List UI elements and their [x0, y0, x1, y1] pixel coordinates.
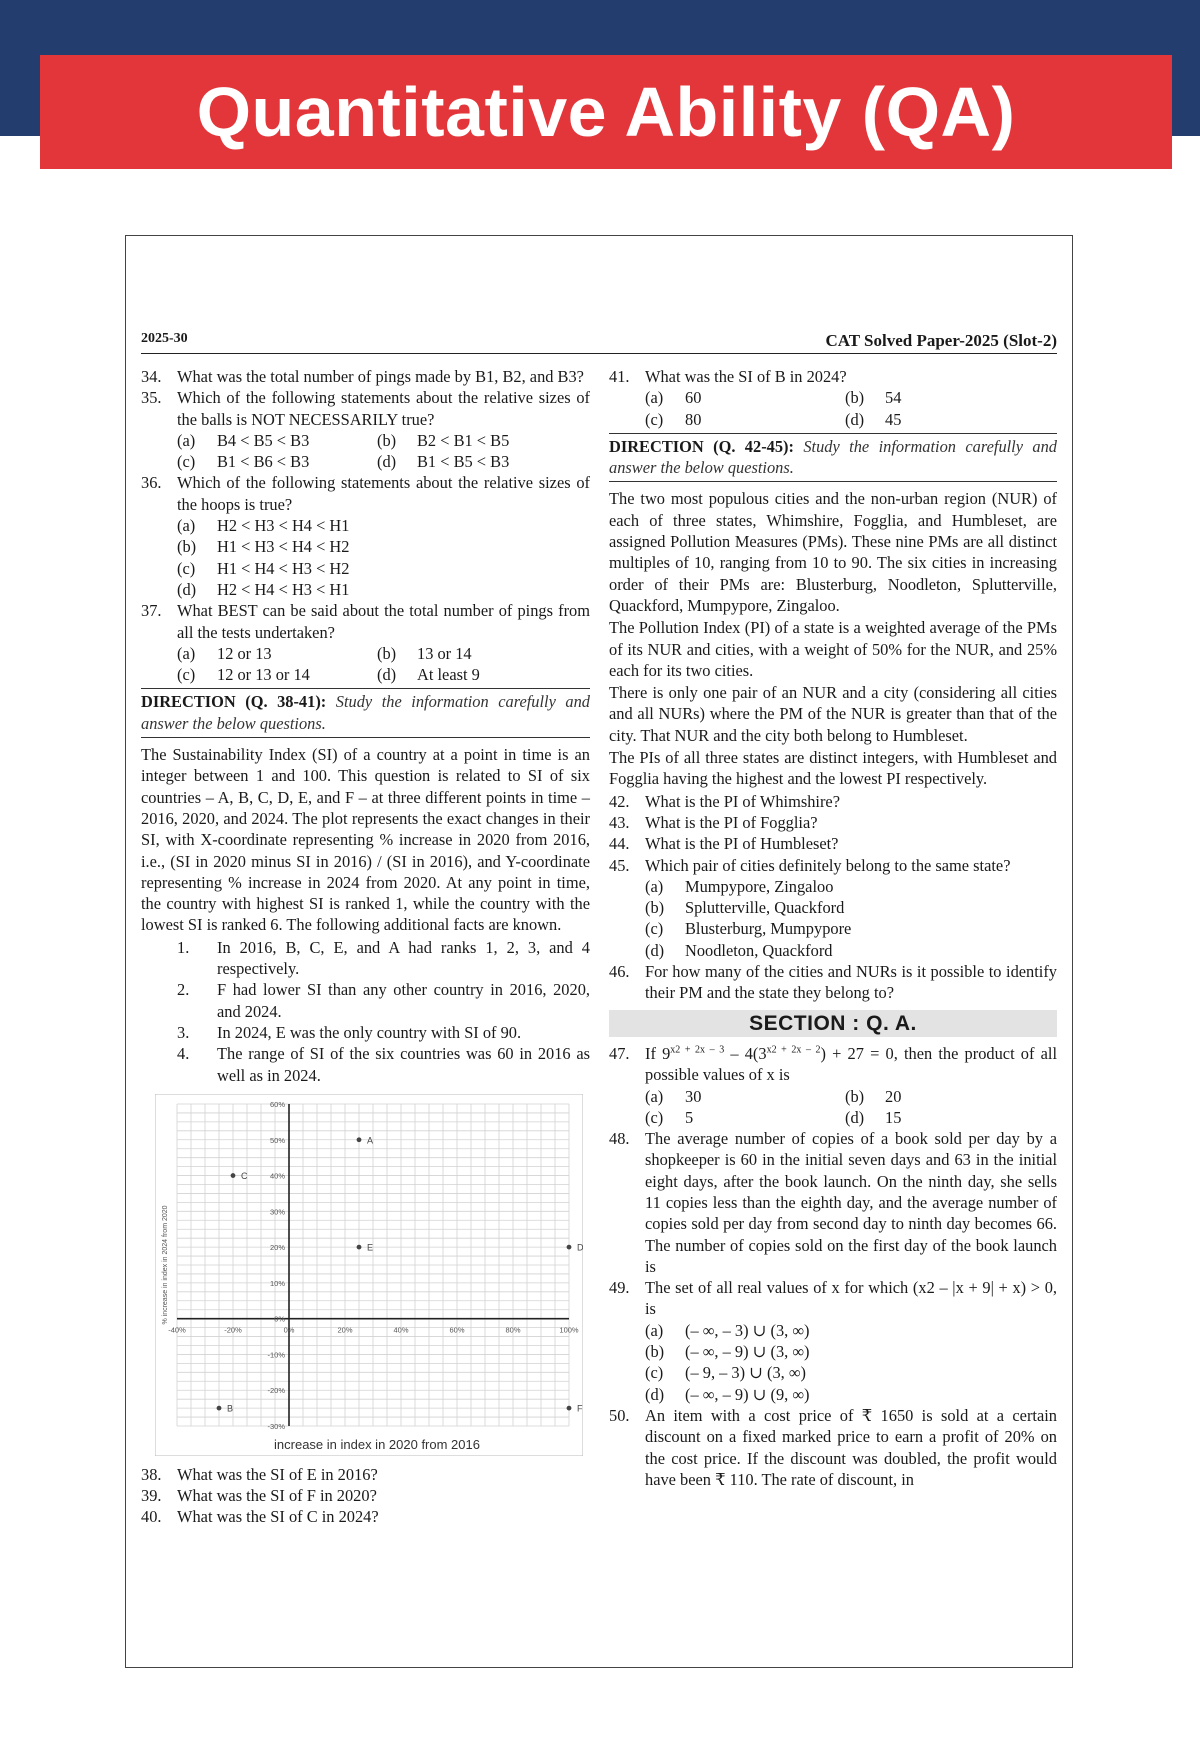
- fact-item: 4. The range of SI of the six countries was 60 in 2016 as well as in 2024.: [177, 1044, 590, 1085]
- x-tick-label: 100%: [559, 1325, 579, 1335]
- option: (d) Noodleton, Quackford: [645, 940, 833, 960]
- question-46: [609, 961, 1057, 1004]
- question-text: The average number of copies of a book sold per day by a shopkeeper is 60 in the initial seven days and 63 in the initial eight days, after the book launch. On the ninth day, she sells 11 copies less than the eighth day, and the average number of copies sold per day from second day to ninth day becomes 66. The number of copies sold on the first day of the book launch is: [645, 1129, 1057, 1276]
- point-label: E: [367, 1242, 374, 1253]
- y-tick-label: 40%: [269, 1171, 285, 1181]
- question-38: [141, 1464, 590, 1485]
- option: (a) 30: [645, 1086, 702, 1106]
- question-text: If $9^{x2 + 2x - 3} - 4(3^{x2 + 2x - 2}) + 27 = 0$, then the product of all possible values of x is: [645, 1043, 1057, 1085]
- option: (a) Mumpypore, Zingaloo: [645, 876, 834, 896]
- option: (b) 54: [845, 388, 902, 408]
- option: (c) B1 < B6 < B3: [177, 452, 310, 472]
- point-label: D: [577, 1242, 583, 1253]
- question-text: What is the PI of Whimshire?: [645, 791, 840, 811]
- y-tick-label: 10%: [269, 1278, 285, 1288]
- options-49: [609, 1320, 1057, 1405]
- option: (d) 15: [845, 1107, 902, 1127]
- question-number: 38.: [141, 1464, 162, 1484]
- question-number: 34.: [141, 367, 162, 386]
- option: (d) 45: [845, 409, 902, 429]
- point-label: F: [577, 1403, 583, 1414]
- si-passage: The Sustainability Index (SI) of a country at a point in time is an integer between 1 and 100. This question is related to SI of six countries – A, B, C, D, E, and F – at three different points in time – 2016, 2020, and 2024. The plot represents the exact changes in their SI, with X-coordinate representing % increase in 2020 from 2016, i.e., (SI in 2020 minus SI in 2016) / (SI in 2016), and Y-coordinate representing % increase in 2024 from 2020. At any point in time, the country with highest SI is ranked 1, while the country with the lowest SI is ranked 6. The following additional facts are known.: [141, 745, 590, 935]
- y-tick-label: 50%: [269, 1135, 285, 1145]
- question-number: 41.: [609, 367, 630, 386]
- section-heading: SECTION : Q. A.: [609, 1010, 1057, 1037]
- option: (a) (– ∞, – 3) ∪ (3, ∞): [645, 1320, 810, 1340]
- data-point-c: [231, 1173, 236, 1178]
- question-40: [141, 1506, 590, 1527]
- option: (a) 12 or 13: [177, 643, 272, 663]
- y-axis-label: % increase in index in 2024 from 2020: [162, 1205, 169, 1325]
- question-number: 47.: [609, 1043, 630, 1063]
- y-tick-label: 20%: [269, 1242, 285, 1252]
- question-number: 45.: [609, 855, 630, 875]
- paper-title: CAT Solved Paper-2025 (Slot-2): [825, 331, 1057, 350]
- question-text: What was the SI of E in 2016?: [177, 1464, 378, 1484]
- x-tick-label: 0%: [283, 1325, 295, 1335]
- scatter-plot-svg: [155, 1094, 583, 1456]
- question-50: [609, 1405, 1057, 1490]
- x-tick-label: -40%: [168, 1325, 186, 1335]
- question-43: [609, 812, 1057, 833]
- data-point-e: [357, 1245, 362, 1250]
- question-text: Which pair of cities definitely belong to the same state?: [645, 855, 1011, 875]
- option: (d) (– ∞, – 9) ∪ (9, ∞): [645, 1384, 810, 1404]
- point-label: C: [241, 1170, 248, 1181]
- question-number: 35.: [141, 388, 162, 408]
- option: (b) B2 < B1 < B5: [377, 430, 510, 450]
- point-label: A: [367, 1135, 374, 1146]
- option: (b) 20: [845, 1086, 902, 1106]
- pm-paragraph: The two most populous cities and the non-urban region (NUR) of each of three states, Whimshire, Fogglia, and Humbleset, are assigned Pollution Measures (PMs). These nine PMs are all distinct multiples of 10, ranging from 10 to 90. The six cities in increasing order of their PMs are: Blusterburg, Noodleton, Splutterville, Quackford, Mumpypore, Zingaloo.: [609, 489, 1057, 615]
- question-text: Which of the following statements about the relative sizes of the balls is NOT NECESSARILY true?: [177, 388, 590, 429]
- question-text: What was the SI of F in 2020?: [177, 1486, 377, 1506]
- option: (c) 5: [645, 1107, 694, 1127]
- question-41: [609, 366, 1057, 387]
- question-number: 42.: [609, 791, 630, 811]
- y-tick-label: 60%: [269, 1099, 285, 1109]
- option: (c) H1 < H4 < H3 < H2: [177, 558, 350, 578]
- question-text: What is the PI of Fogglia?: [645, 812, 818, 832]
- question-37: [141, 600, 590, 643]
- direction-text: Study the information carefully and answer the below questions.: [609, 436, 1057, 478]
- question-35: [141, 387, 590, 430]
- x-tick-label: 60%: [449, 1325, 465, 1335]
- question-36: [141, 472, 590, 515]
- question-45: [609, 855, 1057, 876]
- question-number: 46.: [609, 962, 630, 982]
- question-text: Which of the following statements about the relative sizes of the hoops is true?: [177, 473, 590, 514]
- x-tick-label: 80%: [505, 1325, 521, 1335]
- question-34: [141, 366, 590, 387]
- option: (b) 13 or 14: [377, 643, 472, 663]
- question-number: 44.: [609, 834, 630, 854]
- y-tick-label: -30%: [267, 1421, 285, 1431]
- data-point-b: [217, 1406, 222, 1411]
- question-text: What is the PI of Humbleset?: [645, 834, 839, 854]
- point-label: B: [227, 1403, 234, 1414]
- option: (a) 60: [645, 388, 702, 408]
- option: (d) At least 9: [377, 665, 480, 685]
- page-number: 2025-30: [141, 331, 188, 346]
- question-49: [609, 1277, 1057, 1320]
- question-number: 43.: [609, 812, 630, 832]
- question-42: [609, 791, 1057, 812]
- question-text: What was the SI of B in 2024?: [645, 367, 847, 386]
- question-number: 48.: [609, 1129, 630, 1149]
- right-column: [609, 366, 1057, 1490]
- options-47: [609, 1086, 1057, 1129]
- question-number: 40.: [141, 1507, 162, 1527]
- direction-label: DIRECTION (Q. 42-45):: [609, 436, 794, 456]
- options-45: [609, 876, 1057, 961]
- question-number: 36.: [141, 473, 162, 493]
- question-text: What was the total number of pings made by B1, B2, and B3?: [177, 367, 584, 386]
- question-48: [609, 1128, 1057, 1277]
- header-rule: [141, 353, 1057, 354]
- direction-38-41: [141, 688, 590, 738]
- pm-paragraph: There is only one pair of an NUR and a city (considering all cities and all NURs) where the PM of the NUR is greater than that of the city. That NUR and the city both belong to Humbleset.: [609, 683, 1057, 745]
- pm-paragraph: The PIs of all three states are distinct integers, with Humbleset and Fogglia having the highest and the lowest PI respectively.: [609, 748, 1057, 789]
- options-35: [141, 430, 590, 473]
- options-36: [141, 515, 590, 600]
- banner-title: Quantitative Ability (QA): [196, 73, 1016, 151]
- data-point-f: [567, 1406, 572, 1411]
- pm-paragraph: The Pollution Index (PI) of a state is a weighted average of the PMs of its NUR and cities, with a weight of 50% for the NUR, and 25% each for its two cities.: [609, 618, 1057, 680]
- question-text: What was the SI of C in 2024?: [177, 1507, 379, 1527]
- question-number: 49.: [609, 1278, 630, 1298]
- y-tick-label: 30%: [269, 1207, 285, 1217]
- question-number: 37.: [141, 601, 162, 621]
- x-tick-label: 20%: [337, 1325, 353, 1335]
- option: (d) B1 < B5 < B3: [377, 452, 510, 472]
- question-number: 39.: [141, 1486, 162, 1506]
- x-axis-label: increase in index in 2020 from 2016: [274, 1436, 480, 1452]
- fact-item: 2. F had lower SI than any other country in 2016, 2020, and 2024.: [177, 980, 590, 1021]
- option: (a) B4 < B5 < B3: [177, 430, 310, 450]
- option: (d) H2 < H4 < H3 < H1: [177, 579, 350, 599]
- question-44: [609, 833, 1057, 854]
- y-tick-label: -20%: [267, 1386, 285, 1396]
- left-column: [141, 366, 590, 1528]
- y-tick-label: 0%: [274, 1314, 285, 1324]
- fact-item: 3. In 2024, E was the only country with SI of 90.: [177, 1022, 522, 1042]
- question-47: [609, 1043, 1057, 1086]
- title-banner: [40, 55, 1172, 169]
- option: (b) H1 < H3 < H4 < H2: [177, 537, 350, 557]
- option: (b) (– ∞, – 9) ∪ (3, ∞): [645, 1342, 810, 1362]
- option: (c) (– 9, – 3) ∪ (3, ∞): [645, 1363, 807, 1383]
- options-41: [609, 387, 1057, 430]
- option: (c) Blusterburg, Mumpypore: [645, 919, 852, 939]
- question-text: What BEST can be said about the total number of pings from all the tests undertaken?: [177, 601, 590, 642]
- x-tick-label: 40%: [393, 1325, 409, 1335]
- question-39: [141, 1485, 590, 1506]
- option: (c) 80: [645, 409, 702, 429]
- direction-text: Study the information carefully and answer the below questions.: [141, 692, 590, 733]
- question-number: 50.: [609, 1405, 630, 1425]
- fact-item: 1. In 2016, B, C, E, and A had ranks 1, 2, 3, and 4 respectively.: [177, 937, 590, 979]
- direction-42-45: [609, 433, 1057, 483]
- question-text: For how many of the cities and NURs is it possible to identify their PM and the state they belong to?: [645, 962, 1057, 1003]
- si-scatter-chart: [155, 1094, 583, 1456]
- option: (c) 12 or 13 or 14: [177, 665, 310, 685]
- y-tick-label: -10%: [267, 1350, 285, 1360]
- option: (a) H2 < H3 < H4 < H1: [177, 516, 350, 536]
- direction-label: DIRECTION (Q. 38-41):: [141, 692, 327, 712]
- data-point-a: [357, 1137, 362, 1142]
- x-tick-label: -20%: [224, 1325, 242, 1335]
- option: (b) Splutterville, Quackford: [645, 898, 845, 918]
- data-point-d: [567, 1245, 572, 1250]
- question-text: The set of all real values of x for which (x2 – |x + 9| + x) > 0, is: [645, 1278, 1057, 1319]
- options-37: [141, 643, 590, 686]
- question-text: An item with a cost price of ₹ 1650 is sold at a certain discount on a fixed marked price to earn a profit of 20% on the cost price. If the discount was doubled, the profit would have been ₹ 110. The rate of discount, in: [645, 1405, 1057, 1489]
